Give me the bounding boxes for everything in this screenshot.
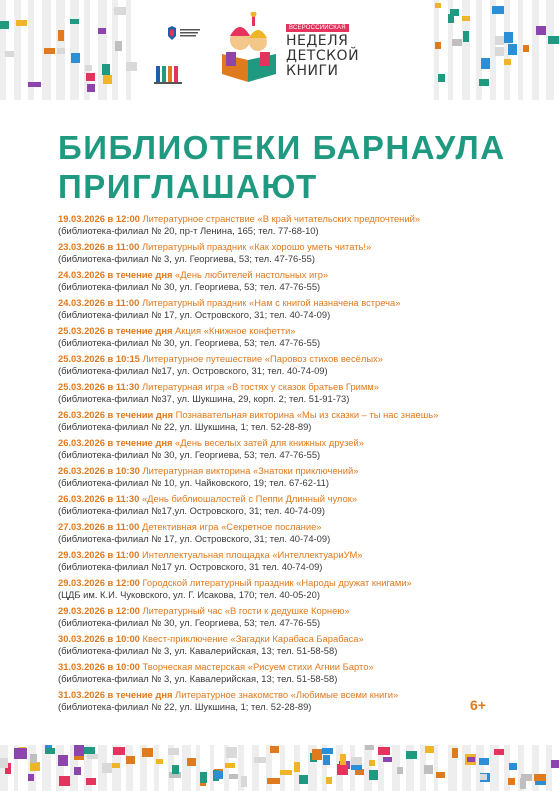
event-date: 24.03.2026 в течение дня [58,269,173,280]
deco-block [28,774,34,781]
deco-block [504,59,511,65]
event-item [58,493,528,518]
deco-block [504,32,513,43]
event-title: Городской литературный праздник «Народы дружат книгами» [139,577,412,588]
event-date: 26.03.2026 в течении дня [58,409,173,420]
deco-block [28,82,41,87]
deco-block [226,747,237,758]
deco-block [406,751,417,759]
event-date: 23.03.2026 в 11:00 [58,241,140,252]
deco-block [214,771,223,779]
event-location: (библиотека-филиал №17,ул. Островского, 31; тел. 40-74-09) [58,505,326,517]
deco-block [172,765,179,774]
event-date: 27.03.2026 в 11:00 [58,521,140,532]
event-location: (библиотека-филиал № 30, ул. Георгиева, 53; тел. 47-76-55) [58,449,321,461]
deco-block [84,747,95,754]
deco-block [508,44,517,55]
deco-stripe [126,0,131,100]
event-title: Литературная викторина «Знатоки приключений» [139,465,359,476]
event-date: 31.03.2026 в 10:00 [58,661,140,672]
deco-block [115,41,122,51]
event-date: 25.03.2026 в 10:15 [58,353,140,364]
deco-block [16,20,27,26]
deco-block [229,774,238,779]
event-location: (библиотека-филиал № 22, ул. Шукшина, 1; тел. 52-28-89) [58,421,312,433]
deco-block [280,770,292,775]
deco-stripe [0,0,6,100]
deco-block [5,51,14,57]
event-title: Литературное знакомство «Любимые всеми книги» [172,689,399,700]
library-logo-icon [154,64,184,86]
deco-block [351,765,362,770]
bottom-decoration [0,745,559,791]
deco-block [87,84,95,92]
deco-block [74,767,81,775]
event-title: Литературный праздник «Нам с книгой назначена встреча» [139,297,401,308]
deco-block [200,772,207,783]
event-date: 19.03.2026 в 12:00 [58,213,140,224]
deco-block [168,748,179,755]
event-date: 29.03.2026 в 11:00 [58,549,140,560]
event-date: 24.03.2026 в 11:00 [58,297,140,308]
deco-block [14,748,27,759]
deco-block [270,746,279,753]
deco-block [86,778,96,785]
event-location: (библиотека-филиал № 17, ул. Островского, 31; тел. 40-74-09) [58,309,331,321]
event-title: Литературная игра «В гостях у сказок братьев Гримм» [139,381,379,392]
deco-block [435,3,441,8]
event-date: 29.03.2026 в 12:00 [58,577,140,588]
event-location: (библиотека-филиал № 30, ул. Георгиева, 53; тел. 47-76-55) [58,337,321,349]
deco-block [509,763,517,770]
logo-line3: КНИГИ [286,63,339,79]
event-item [58,605,528,630]
event-location: (библиотека-филиал № 3, ул. Кавалерийская, 13; тел. 51-58-58) [58,645,338,657]
logo-kicker: ВСЕРОССИЙСКАЯ [286,24,349,32]
event-date: 25.03.2026 в течение дня [58,325,173,336]
deco-block [225,763,235,768]
deco-block [71,53,80,63]
deco-block [113,747,125,755]
event-title: Литературный праздник «Как хорошо уметь читать!» [139,241,372,252]
event-item [58,353,528,378]
deco-stripe [98,0,107,100]
event-location: (библиотека-филиал № 17, ул. Островского, 31; тел. 40-74-09) [58,533,331,545]
event-title: Акция «Книжное конфетти» [172,325,296,336]
event-title: Интеллектуальная площадка «ИнтеллектуариУМ» [139,549,363,560]
deco-block [436,772,445,778]
deco-stripe [14,0,21,100]
deco-stripe [280,745,285,791]
deco-block [479,758,489,765]
event-date: 30.03.2026 в 10:00 [58,633,140,644]
event-item [58,269,528,294]
deco-block [337,764,348,775]
event-item [58,549,528,574]
deco-block [323,755,330,765]
deco-block [481,58,490,69]
event-title: Литературный час «В гости к дедушке Корнею» [139,605,350,616]
event-item [58,297,528,322]
event-location: (библиотека-филиал № 22, ул. Шукшина, 1; тел. 52-28-89) [58,701,312,713]
deco-block [112,763,120,768]
event-item [58,689,528,714]
deco-stripe [532,0,539,100]
deco-stripe [546,0,554,100]
event-item [58,241,528,266]
deco-block [267,778,280,784]
event-location: (библиотека-филиал № 10, ул. Чайковского, 19; тел. 67-62-11) [58,477,329,489]
event-location: (ЦДБ им. К.И. Чуковского, ул. Г. Исакова, 170; тел. 40-05-20) [58,589,320,601]
page-title [58,128,528,206]
event-location: (библиотека-филиал №17, ул. Островского, 31; тел. 40-74-09) [58,365,328,377]
deco-block [86,73,95,81]
deco-block [463,31,469,42]
event-item [58,521,528,546]
event-date: 26.03.2026 в 11:30 [58,493,140,504]
logo-line2: ДЕТСКОЙ [286,48,360,64]
event-date: 25.03.2026 в 11:30 [58,381,140,392]
deco-block [0,21,9,29]
deco-block [397,767,403,774]
deco-block [98,28,106,34]
deco-block [480,774,487,780]
deco-stripe [546,745,552,791]
event-location: (библиотека-филиал №37, ул. Шукшина, 29, корп. 2; тел. 51-91-73) [58,393,350,405]
event-item [58,465,528,490]
deco-block [322,748,333,754]
deco-block [365,745,374,750]
deco-block [438,74,445,82]
deco-block [70,19,79,24]
deco-block [508,778,515,785]
event-location: (библиотека-филиал №17 ул. Островского, 31 тел. 40-74-09) [58,561,323,573]
event-item [58,381,528,406]
deco-block [0,758,8,768]
event-location: (библиотека-филиал № 20, пр-т Ленина, 165; тел. 77-68-10) [58,225,319,237]
book-week-emblem-icon [216,12,284,92]
deco-block [85,65,92,71]
deco-block [378,747,390,755]
deco-block [326,777,332,784]
logo-line1: НЕДЕЛЯ [286,33,349,49]
deco-block [369,760,375,766]
event-item [58,661,528,686]
deco-block [551,760,559,768]
deco-block [520,778,526,789]
deco-stripe [364,745,372,791]
event-location: (библиотека-филиал № 30, ул. Георгиева, 53; тел. 47-76-55) [58,281,321,293]
event-title: Квест-приключение «Загадки Карабаса Барабаса» [139,633,364,644]
event-title: Детективная игра «Секретное послание» [139,521,322,532]
deco-stripe [210,745,214,791]
event-location: (библиотека-филиал № 30, ул. Георгиева, 53; тел. 47-76-55) [58,617,321,629]
event-item [58,409,528,434]
event-title: Литературное путешествие «Паровоз стихов весёлых» [139,353,383,364]
deco-stripe [126,745,133,791]
event-title: Познавательная викторина «Мы из сказки – ты нас знаешь» [173,409,439,420]
deco-stripe [462,745,471,791]
deco-stripe [252,745,259,791]
deco-block [59,776,70,786]
header-logos [140,6,430,98]
event-location: (библиотека-филиал № 3, ул. Кавалерийская, 13; тел. 51-58-58) [58,673,338,685]
age-rating-badge: 6+ [470,697,486,713]
deco-stripe [462,0,470,100]
deco-stripe [182,745,191,791]
deco-block [30,754,37,763]
event-date: 26.03.2026 в течение дня [58,437,173,448]
deco-block [462,16,470,21]
deco-block [424,765,433,774]
deco-block [452,748,458,758]
event-title: «День библиошалостей с Пеппи Длинный чулок» [139,493,358,504]
event-date: 31.03.2026 в течение дня [58,689,173,700]
deco-block [435,42,441,49]
deco-block [87,754,98,759]
events-list [58,213,528,717]
event-item [58,437,528,462]
deco-block [156,759,163,764]
deco-stripe [476,745,484,791]
event-item [58,633,528,658]
event-title: «День любителей настольных игр» [172,269,329,280]
deco-block [548,36,559,44]
deco-block [58,30,64,41]
title-line1: БИБЛИОТЕКИ БАРНАУЛА [58,129,506,166]
deco-block [44,48,55,54]
event-title: Литературное странствие «В край читательских предпочтений» [139,213,421,224]
event-date: 26.03.2026 в 10:30 [58,465,140,476]
deco-stripe [434,0,439,100]
deco-block [58,755,68,766]
title-line2: ПРИГЛАШАЮТ [58,168,318,205]
event-location: (библиотека-филиал № 3, ул. Георгиева, 53; тел. 47-76-55) [58,253,315,265]
deco-block [450,9,459,16]
deco-block [523,45,529,52]
event-item [58,213,528,238]
deco-block [102,64,110,75]
deco-block [479,79,489,86]
deco-stripe [70,0,79,100]
event-item [58,325,528,350]
deco-block [495,36,504,45]
book-week-logo [216,12,416,94]
event-title: Творческая мастерская «Рисуем стихи Агнии Барто» [139,661,374,672]
deco-stripe [434,745,438,791]
ministry-emblem-icon [158,24,202,54]
deco-block [45,748,55,754]
event-date: 29.03.2026 в 12:00 [58,605,140,616]
event-item [58,577,528,602]
event-title: «День веселых затей для книжных друзей» [172,437,364,448]
deco-block [30,762,40,771]
deco-block [241,776,247,787]
deco-block [57,48,65,54]
deco-block [126,756,135,764]
deco-block [142,748,153,757]
deco-block [126,62,137,71]
deco-block [340,754,346,765]
deco-stripe [154,745,159,791]
deco-block [467,757,475,762]
deco-block [294,762,300,772]
